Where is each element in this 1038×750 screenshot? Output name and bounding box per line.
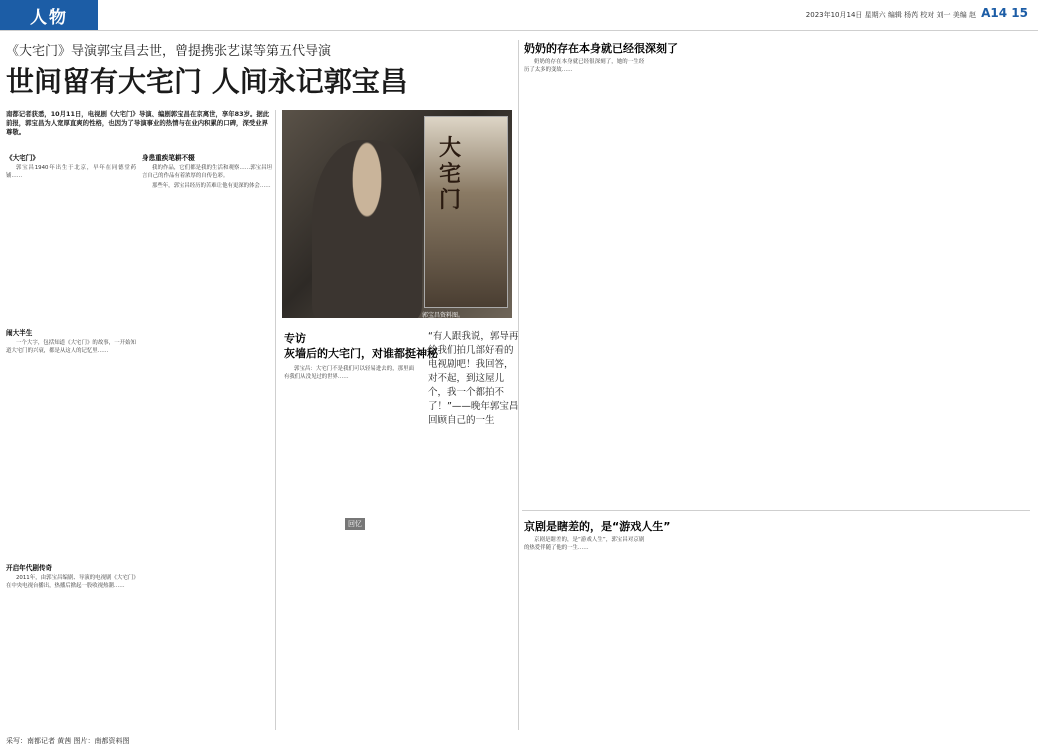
text-column-1a <box>6 150 136 320</box>
text-column-3 <box>284 365 414 730</box>
poster-image <box>424 116 508 308</box>
text-column-5 <box>524 536 1029 730</box>
text-column-1c <box>6 560 136 730</box>
text-column-2 <box>142 150 272 730</box>
text-column-4 <box>524 58 1029 503</box>
header-meta: 2023年10月14日 星期六 编辑 杨芮 校对 刘一 美编 赵 <box>805 11 976 19</box>
poster-title: 大宅门 <box>439 135 462 213</box>
text-column-1b <box>6 325 136 555</box>
paragraph: 奶奶的存在本身就已经很深刻了，她的一生经历了太多的变故…… <box>524 59 645 73</box>
subheading: 京剧是瞎差的，是“游戏人生” <box>524 520 671 533</box>
article-headline: 世间留有大宅门 人间永记郭宝昌 <box>6 65 408 98</box>
interview-label: 专访 <box>284 332 306 345</box>
article-footer: 采写：南都记者 黄茜 图片：南都资料图 <box>6 737 130 745</box>
subheading: 灰墙后的大宅门，对谁都挺神秘 <box>284 347 438 360</box>
page-header <box>0 0 1038 31</box>
page-number: A14 15 <box>981 6 1028 20</box>
portrait-image <box>312 140 422 318</box>
section-tab: 人物 <box>0 0 98 30</box>
photo-caption: 郭宝昌资料图。 <box>422 312 465 318</box>
subheading: 身患重疾笔耕不辍 <box>142 154 195 162</box>
subheading: 开启年代剧传奇 <box>6 564 53 572</box>
article-photo <box>282 110 512 318</box>
subheading: 闹大半生 <box>6 329 33 337</box>
subheading: 奶奶的存在本身就已经很深刻了 <box>524 42 678 55</box>
paragraph: 郭宝昌：大宅门不是我们可以轻易进去的，那里面有我们从没见过的世界…… <box>284 366 414 380</box>
paragraph: 郭宝昌1940年出生于北京，早年在同德堂药铺…… <box>6 165 136 179</box>
subheading: 《大宅门》 <box>6 154 39 162</box>
paragraph: 京剧是瞎差的，是“游戏人生”，郭宝昌对京剧的热爱伴随了他的一生…… <box>524 537 645 551</box>
sidebox-label: 回忆 <box>345 518 365 530</box>
section-divider <box>522 510 1030 511</box>
pull-quote: “有人跟我说，郭导再给我们拍几部好看的电视剧吧！我回答，对不起，到这屋儿个，我一个都拍不了！”——晚年郭宝昌回顾自己的一生 <box>428 331 519 426</box>
article-kicker: 《大宅门》导演郭宝昌去世，曾提携张艺谋等第五代导演 <box>6 44 332 59</box>
article-lead: 南都记者获悉，10月11日，电视剧《大宅门》导演、编剧郭宝昌在京离世，享年83岁。据此前报，郭宝昌为人宽厚直爽的性格，也因为了导演事业的热情与在业内积累的口碑，深受业界尊敬。 <box>6 110 270 136</box>
column-divider <box>275 110 276 730</box>
paragraph: 2011年，由郭宝昌编剧、导演的电视剧《大宅门》在中央电视台播出，热播后掀起一股收视热潮…… <box>6 575 136 589</box>
paragraph: 一个大字，包括知道《大宅门》的故事，一开始知道大宅门的兴衰，都是从这人的记忆里…… <box>6 340 136 354</box>
paragraph: 我的作品，它们都是我的生活和观察……郭宝昌坦言自己的作品有着浓厚的自传色彩。 <box>142 165 272 179</box>
paragraph: 那些年，郭宝昌经历的苦难让他有更深的体会…… <box>152 183 271 189</box>
